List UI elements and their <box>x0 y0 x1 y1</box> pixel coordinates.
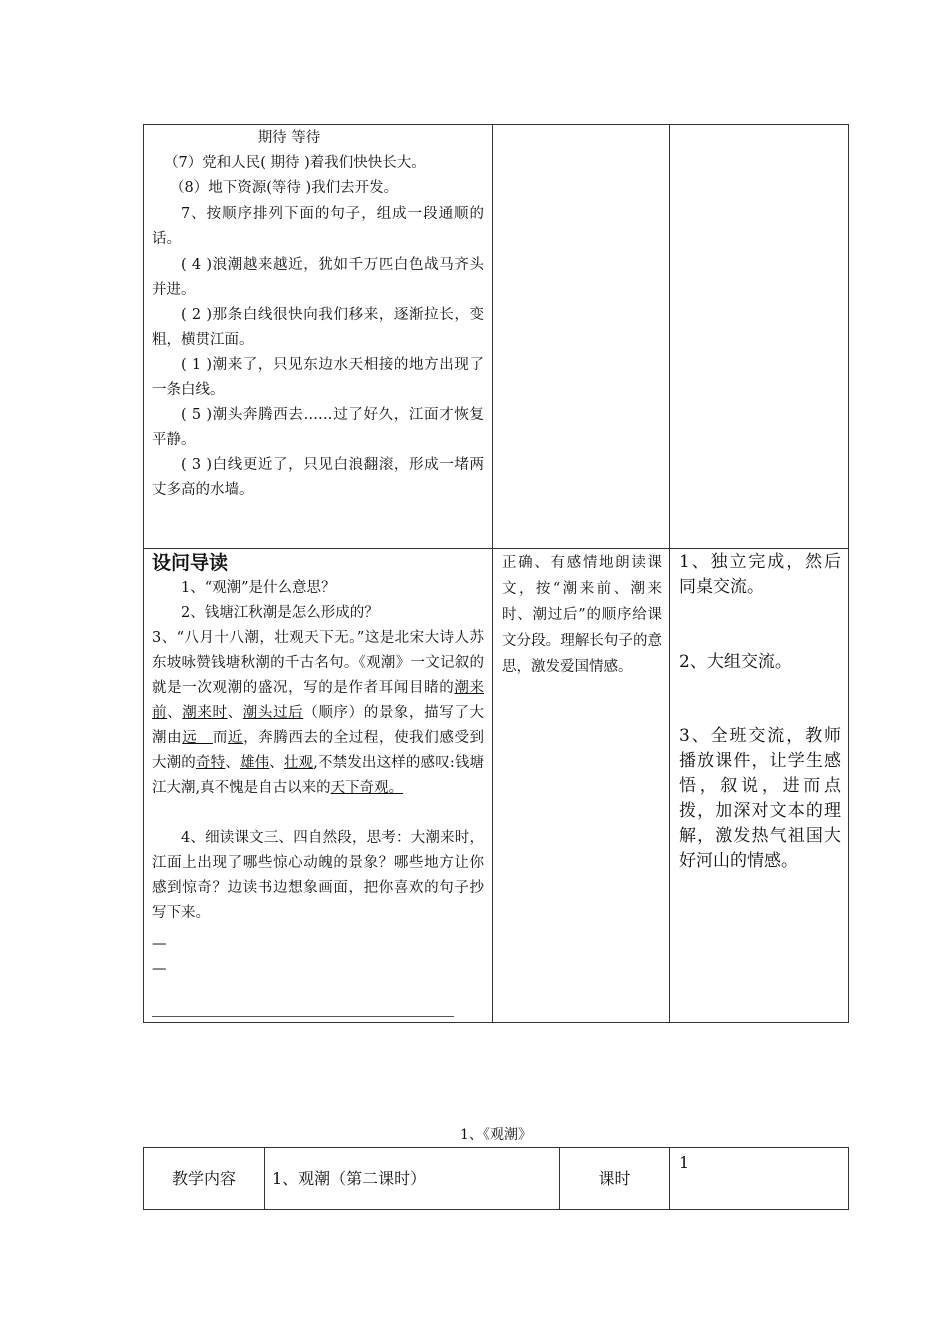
table-caption: 1、《观潮》 <box>460 1127 532 1143</box>
answer-line: — <box>152 961 167 977</box>
answer-blank: 近 <box>228 730 244 746</box>
answer-blank: 潮来时 <box>182 705 228 721</box>
answer-blank: 潮来前 <box>152 680 485 721</box>
column-divider <box>669 1147 670 1210</box>
guide-question-4: 4、细读课文三、四自然段，思考：大潮来时，江面上出现了哪些惊心动魄的景象？哪些地方让你感到惊奇？边读书边想象画面，把你喜欢的句子抄写下来。 <box>152 830 484 921</box>
task-7: 7、按顺序排列下面的句子，组成一段通顺的话。 <box>152 206 484 247</box>
sentence-item: ( 4 )浪潮越来越近，犹如千万匹白色战马齐头并进。 <box>152 257 484 298</box>
period-value: 1 <box>679 1153 690 1172</box>
guide-question-1: 1、“观潮”是什么意思？ <box>181 580 336 596</box>
column-divider <box>264 1147 265 1210</box>
word-options: 期待 等待 <box>257 130 321 146</box>
row2-right-cell <box>679 550 841 874</box>
sentence-item: ( 5 )潮头奔腾西去……过了好久，江面才恢复平静。 <box>152 407 484 448</box>
column-divider <box>669 124 670 1023</box>
answer-8: 等待 <box>271 180 306 196</box>
answer-underline <box>152 1016 454 1017</box>
section-heading: 设问导读 <box>152 552 229 574</box>
guide-question-2: 2、钱塘江秋潮是怎么形成的？ <box>181 605 379 621</box>
content-value: 1、观潮（第二课时） <box>272 1169 427 1188</box>
answer-blank: 壮观 <box>283 755 314 771</box>
answer-blank: 潮头过后 <box>242 705 304 721</box>
question-7: （7）党和人民( 期待 )着我们快快长大。 <box>164 155 426 171</box>
activity-2: 2、大组交流。 <box>679 652 792 672</box>
answer-line: — <box>152 936 167 952</box>
activity-3: 3、全班交流，教师播放课件，让学生感悟，叙说，进而点拨，加深对文本的理解，激发热气祖国大好河山的情感。 <box>679 726 841 871</box>
guide-question-3: 3、“八月十八潮，壮观天下无。”这是北宋大诗人苏东坡咏赞钱塘秋潮的千古名句。《观潮》一文记叙的就是一次观潮的盛况，写的是作者耳闻目睹的潮来前、潮来时、潮头过后（顺序）的景象，描写了大潮由远 而近，奔腾西去的全过程，使我们感受到大潮的奇特、雄伟、壮观,不禁发出这样的感叹:钱塘江大潮,真不愧是自古以来的天下奇观。 <box>152 630 485 796</box>
question-8: （8）地下资源(等待 )我们去开发。 <box>170 180 399 196</box>
answer-blank: 雄伟 <box>239 755 270 771</box>
sentence-item: ( 3 )白线更近了，只见白浪翻滚，形成一堵两丈多高的水墙。 <box>152 457 484 498</box>
row-divider <box>143 548 849 549</box>
row2-left-cell <box>152 550 484 982</box>
row2-middle-cell: 正确、有感情地朗读课文，按“潮来前、潮来时、潮过后”的顺序给课文分段。理解长句子的意思，激发爱国情感。 <box>502 555 662 675</box>
column-divider <box>492 124 493 1023</box>
period-label: 课时 <box>598 1169 631 1188</box>
row1-left-cell <box>152 126 484 503</box>
sentence-item: ( 2 )那条白线很快向我们移来，逐渐拉长，变粗，横贯江面。 <box>152 307 484 348</box>
answer-blank: 奇特 <box>195 755 226 771</box>
content-label: 教学内容 <box>171 1169 236 1188</box>
sentence-list <box>152 253 484 503</box>
answer-blank: 远 <box>182 730 213 746</box>
sentence-item: ( 1 )潮来了，只见东边水天相接的地方出现了一条白线。 <box>152 357 484 398</box>
answer-7: 期待 <box>265 155 305 171</box>
activity-1: 1、独立完成，然后同桌交流。 <box>679 552 841 597</box>
answer-blank: 天下奇观。 <box>330 780 404 796</box>
